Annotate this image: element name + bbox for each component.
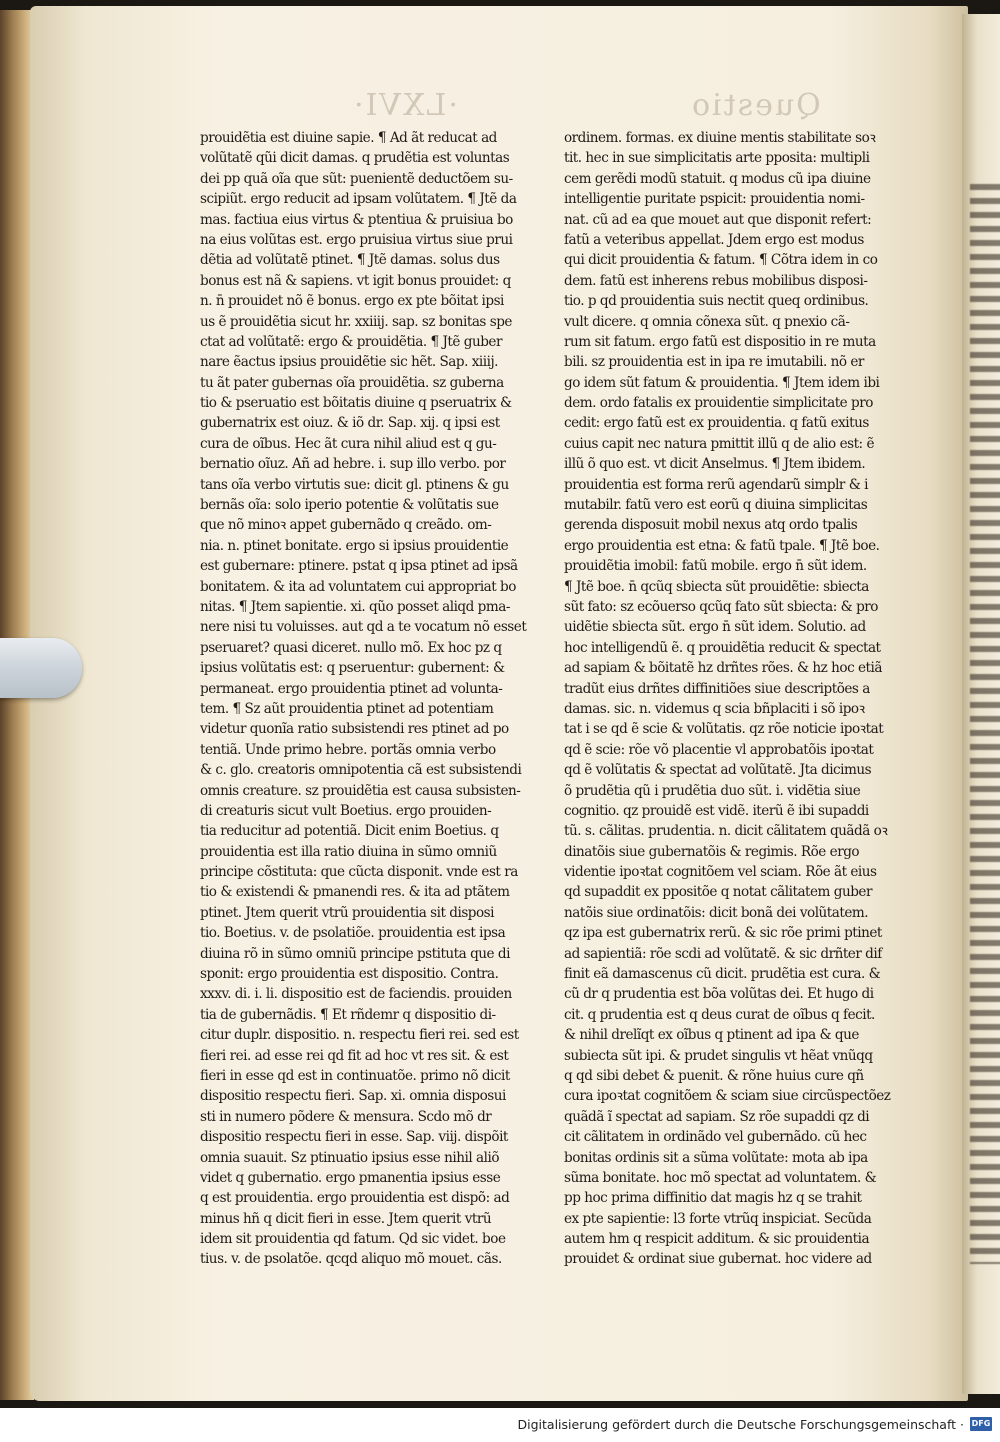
text-line: pp hoc prima diffinitio dat magis hz q se trahit [564,1190,862,1207]
text-line: prouidentia est forma rerũ agendarũ simplr & i [564,476,869,493]
text-column-right [564,128,920,1270]
text-line: xxxv. di. i. li. dispositio est de faciendis. prouiden [200,986,512,1003]
text-line: di creaturis sicut vult Boetius. ergo prouiden- [200,802,492,819]
text-line: ad sapientiã: rõe scdi ad volũtatẽ. & sic drñter dif [564,945,882,962]
text-line: prouidet & ordinat siue gubernat. hoc videre ad [564,1251,872,1268]
text-line: tradũt eius drñtes diffinitiões siue descriptões a [564,680,870,697]
next-page-edge [962,14,1000,1394]
funding-credit: Digitalisierung gefördert durch die Deutsche Forschungsgemeinschaft · [517,1417,964,1432]
text-line: mas. factiua eius virtus & ptentiua & pruisiua bo [200,211,513,228]
text-line: diuina rõ in sũmo omniũ principe pstituta que di [200,945,510,962]
text-line: õ prudẽtia qũ i prudẽtia duo sũt. i. vidẽtia siue [564,782,861,799]
footer-bar [0,1408,1000,1442]
text-line: tem. ¶ Sz aũt prouidentia ptinet ad potentiam [200,700,494,717]
text-line: prouidentia est illa ratio diuina in sũmo omniũ [200,843,497,860]
text-line: cit. q prudentia est q deus curat de oĩbus q fecit. [564,1006,875,1023]
text-line: bonitas ordinis sit a sũma volũtate: mota ab ipa [564,1149,868,1166]
text-line: quãdã ĩ spectat ad sapiam. Sz rõe supaddi qz di [564,1108,870,1125]
text-line: citur duplr. dispositio. n. respectu fieri rei. sed est [200,1027,519,1044]
text-line: cit cãlitatem in ordinãdo vel gubernãdo. cũ hec [564,1129,867,1146]
text-line: q qd sibi debet & puenit. & rõne huius cure qñ [564,1067,864,1084]
text-line: videt q gubernatio. ergo pmanentia ipsius esse [200,1169,501,1186]
text-line: uidẽtie sbiecta sũt. ergo n̄ sũt idem. Solutio. ad [564,619,866,636]
text-line: volũtatẽ qũi dicit damas. q prudẽtia est voluntas [200,150,510,167]
text-line: & nihil drelĩqt ex oĩbus q ptinent ad ipa & que [564,1027,859,1044]
text-line: nere nisi tu voluisses. aut qd a te vocatum nõ esset [200,619,527,636]
text-line: qz ipa est gubernatrix rerũ. & sic rõe primi ptinet [564,925,882,942]
text-line: dem. ordo fatalis ex prouidentie simplicitate pro [564,395,873,412]
text-line: tio & pseruatio est bõitatis diuine q pseruatrix & [200,395,512,412]
text-line: n. n̄ prouidet nõ ẽ bonus. ergo ex pte bõitat ipsi [200,293,504,310]
text-line: us ẽ prouidẽtia sicut hr. xxiiij. sap. sz bonitas spe [200,313,512,330]
text-line: est gubernare: ptinere. pstat q ipsa ptinet ad ipsã [200,558,518,575]
text-line: pseruaret? quasi diceret. nullo mõ. Ex hoc pz q [200,639,502,656]
text-line: bonus est nã & sapiens. vt igit bonus prouidet: q [200,272,511,289]
text-line: bonitatem. & ita ad voluntatem cui appropriat bo [200,578,516,595]
text-line: videntie ipoꝛtat cognitõem vel sciam. Rõe ãt eius [564,864,877,881]
text-line: damas. sic. n. videmus q scia bñplaciti i sõ ipoꝛ [564,700,865,717]
text-line: omnia suauit. Sz ptinuatio ipsius esse nihil aliõ [200,1149,500,1166]
text-line: gubernatrix est oiuz. & iõ dr. Sap. xij. q ipsi est [200,415,500,432]
text-line: tia de gubernãdis. ¶ Et rñdemr q dispositio di- [200,1006,496,1023]
text-line: mutabilr. fatũ vero est eorũ q diuina simplicitas [564,497,868,514]
text-line: tio & existendi & pmanendi res. & ita ad ptãtem [200,884,510,901]
text-line: ctat ad volũtatẽ: ergo & prouidẽtia. ¶ Jtẽ guber [200,333,502,350]
text-line: cognitio. qz prouidẽ est vidẽ. iterũ ẽ ibi supaddi [564,802,869,819]
text-line: qd supaddit ex ppositõe q notat cãlitatem guber [564,884,872,901]
text-line: vult dicere. q omnia cõnexa sũt. q pnexio cã- [564,313,850,330]
text-line: sũt fato: sz ecõuerso qcũq fato sũt sbiecta: & pro [564,598,878,615]
text-line: tio. Boetius. v. de psolatiõe. prouidentia est ipsa [200,925,506,942]
text-line: ptinet. Jtem querit vtrũ prouidentia sit disposi [200,904,494,921]
text-line: dem. fatũ est inherens rebus mobilibus disposi- [564,272,868,289]
text-line: tit. hec in sue simplicitatis arte pposita: multipli [564,150,870,167]
text-line: ¶ Jtẽ boe. n̄ qcũq sbiecta sũt prouidẽtie: sbiecta [564,578,869,595]
text-line: finit eã damascenus cũ dicit. prudẽtia est cura. & [564,966,881,983]
text-line: fieri rei. ad esse rei qd fit ad hoc vt res sit. & est [200,1047,509,1064]
text-line: nitas. ¶ Jtem sapientie. xi. qũo posset aliqd pma- [200,598,510,615]
text-line: tu ãt pater gubernas oĩa prouidẽtia. sz guberna [200,374,504,391]
text-line: que nõ minoꝛ appet gubernãdo q creãdo. om- [200,517,492,534]
text-line: go idem sũt fatum & prouidentia. ¶ Jtem idem ibi [564,374,880,391]
text-line: cura de oĩbus. Hec ãt cura nihil aliud est q gu- [200,435,497,452]
text-line: nia. n. ptinet bonitate. ergo si ipsius prouidentie [200,537,509,554]
text-line: videtur quonĩa ratio subsistendi res ptinet ad po [200,721,509,738]
text-line: bernatio oĩuz. Añ ad hebre. i. sup illo verbo. por [200,456,506,473]
text-line: prouidẽtia est diuine sapie. ¶ Ad ãt reducat ad [200,130,497,146]
text-line: na eius volũtas est. ergo pruisiua virtus siue prui [200,231,513,248]
text-line: ipsius volũtatis est: q pseruentur: gubernent: & [200,660,505,677]
text-line: subiecta sũt ipi. & prudet singulis vt hẽat vnũqq [564,1047,873,1064]
text-line: tio. p qd prouidentia suis nectit queq ordinibus. [564,293,869,310]
text-line: hoc intelligendũ ẽ. q prouidẽtia reducit & spectat [564,639,881,656]
text-line: autem hm q respicit additum. & sic prouidentia [564,1231,870,1248]
text-line: cem gerẽdi modũ statuit. q modus cũ ipa diuine [564,170,871,187]
text-line: sponit: ergo prouidentia est dispositio. Contra. [200,966,499,983]
text-line: ergo prouidentia est etna: & fatũ tpale. ¶ Jtẽ boe. [564,537,880,554]
dfg-logo: DFG [970,1417,992,1431]
text-line: prouidẽtia imobil: fatũ mobile. ergo n̄ sũt idem. [564,558,867,575]
text-line: sti in numero põdere & mensura. Scdo mõ dr [200,1108,492,1125]
text-line: nare ẽactus ipsius prouidẽtie sic hẽt. Sap. xiiij. [200,354,499,371]
text-line: dẽtia ad volũtatẽ ptinet. ¶ Jtẽ damas. solus dus [200,252,500,269]
text-line: ad sapiam & bõitatẽ hz drñtes rões. & hz hoc etiã [564,660,882,677]
text-line: bernãs oĩa: solo iperio potentie & volũtatis sue [200,497,499,514]
running-head-right: Questio [690,88,821,123]
book-edge [0,10,34,1400]
text-line: scipiũt. ergo reducit ad ipsam volũtatem. ¶ Jtẽ da [200,191,517,208]
text-line: bili. sz prouidentia est in ipa re imutabili. nõ er [564,354,864,371]
text-line: qd ẽ volũtatis & spectat ad volũtatẽ. Jta dicimus [564,762,872,779]
text-line: principe cõstituta: que cũcta disponit. vnde est ra [200,864,518,881]
text-line: nat. cũ ad ea que mouet aut que disponit refert: [564,211,872,228]
text-line: qui dicit prouidentia & fatum. ¶ Cõtra idem in co [564,252,878,269]
text-line: qd ẽ scie: rõe võ placentie vl approbatõis ipoꝛtat [564,741,874,758]
text-line: illũ õ quo est. vt dicit Anselmus. ¶ Jtem ibidem. [564,456,866,473]
text-line: cũ dr q prudentia est bõa volũtas dei. Et hugo di [564,986,874,1003]
text-line: tũ. s. cãlitas. prudentia. n. dicit cãlitatem quãdã oꝛ [564,823,888,840]
text-line: rum sit fatum. ergo fatũ est dispositio in re muta [564,333,876,350]
text-line: permaneat. ergo prouidentia ptinet ad volunta- [200,680,503,697]
text-line: ex pte sapientie: l3 forte vtrũq inspiciat. Secũda [564,1210,872,1227]
text-line: tentiã. Unde primo hebre. portãs omnia verbo [200,741,496,758]
text-line: cuius capit nec natura pmittit illũ q de alio est: ẽ [564,435,874,452]
text-line: dinatõis siue gubernatõis & regimis. Rõe ergo [564,843,860,860]
text-line: natõis siue ordinatõis: dicit bonã dei volũtatem. [564,904,869,921]
text-line: dispositio respectu fieri. Sap. xi. omnia disposui [200,1088,506,1105]
text-column-left [200,128,548,1270]
show-through-text [970,184,1000,1264]
text-line: dispositio respectu fieri in esse. Sap. viij. dispõit [200,1129,508,1146]
bookmark-strip [0,638,82,698]
running-head-left: ·LXVI· [352,88,458,123]
text-line: cedit: ergo fatũ est ex prouidentia. q fatũ exitus [564,415,869,432]
text-line: idem sit prouidentia qd fatum. Qd sic videt. boe [200,1231,506,1248]
text-line: tius. v. de psolatõe. qcqd aliquo mõ mouet. cãs. [200,1251,502,1268]
text-line: dei pp quã oĩa que sũt: puenientẽ deductõem su- [200,170,513,187]
text-line: intelligentie puritate pspicit: prouidentia nomi- [564,191,865,208]
text-line: ordinem. formas. ex diuine mentis stabilitate soꝛ [564,130,876,146]
text-line: tans oĩa verbo virtutis sue: dicit gl. ptinens & gu [200,476,509,493]
text-line: minus hñ q dicit fieri in esse. Jtem querit vtrũ [200,1210,492,1227]
text-line: fieri in esse qd est in continuatõe. primo nõ dicit [200,1067,510,1084]
text-line: q est prouidentia. ergo prouidentia est dispõ: ad [200,1190,510,1207]
text-line: & c. glo. creatoris omnipotentia cã est subsistendi [200,762,522,779]
text-line: cura ipoꝛtat cognitõem & sciam siue circũspectõez [564,1088,891,1105]
text-line: fatũ a veteribus appellat. Jdem ergo est modus [564,231,864,248]
text-line: tat i se qd ẽ scie & volũtatis. qz rõe noticie ipoꝛtat [564,721,884,738]
text-line: gerenda disposuit mobil nexus atq ordo tpalis [564,517,858,534]
text-line: sũma bonitate. hoc mõ spectat ad voluntatem. & [564,1169,877,1186]
text-line: omnis creature. sz prouidẽtia est causa subsisten- [200,782,521,799]
text-line: tia reducitur ad potentiã. Dicit enim Boetius. q [200,823,499,840]
